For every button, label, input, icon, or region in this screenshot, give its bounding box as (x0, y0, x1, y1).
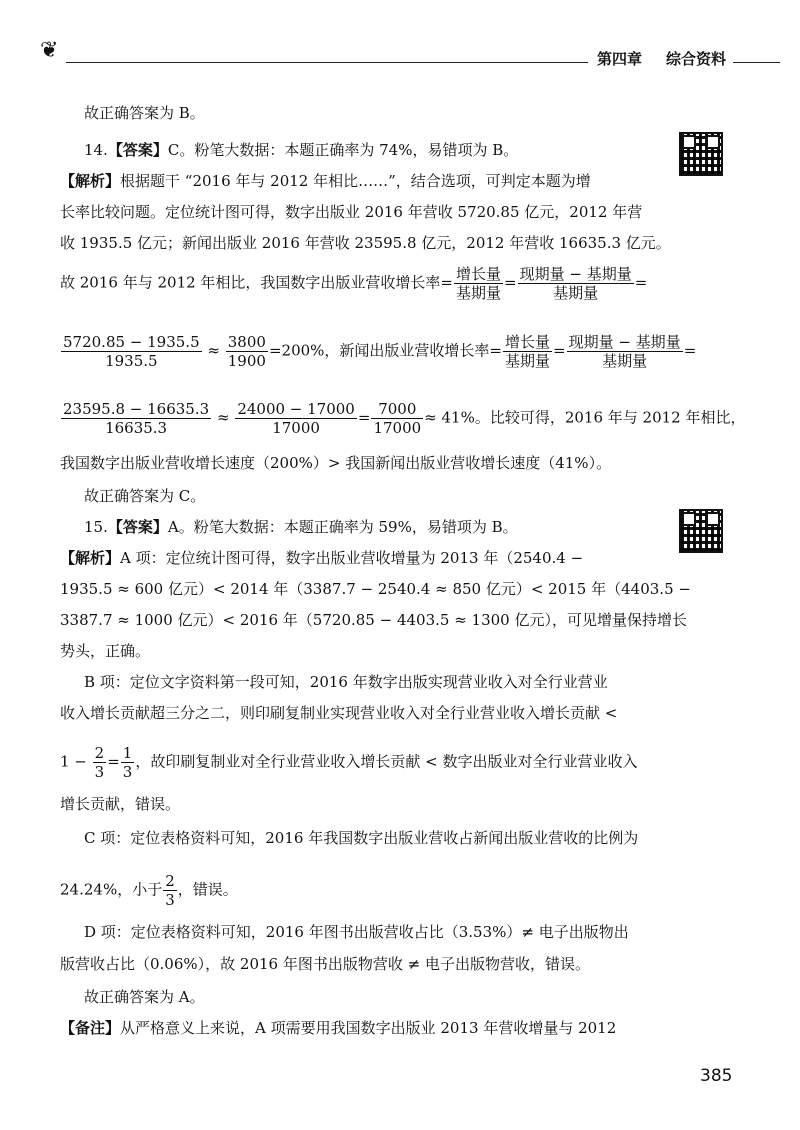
leaf-icon: ❦ (40, 38, 59, 63)
q15-option-b-text-3: ，故印刷复制业对全行业营业收入增长贡献 < 数字出版业对全行业营业收入 (135, 752, 638, 771)
fraction-denominator: 基期量 (456, 284, 502, 302)
equals-sign: = (504, 273, 517, 292)
q14-number: 14. (84, 141, 108, 159)
q15-option-b-line-4: 增长贡献，错误。 (60, 795, 181, 813)
q14-analysis-tag: 【解析】 (60, 172, 121, 190)
fraction-numerator: 23595.8 − 16635.3 (63, 400, 210, 418)
fraction-growth-base (454, 265, 503, 302)
q14-conclusion: 我国数字出版业营收增长速度（200%）> 我国新闻出版业营收增长速度（41%）。 (60, 454, 612, 472)
q15-option-b-line-1: B 项：定位文字资料第一段可知，2016 年数字出版实现营业收入对全行业营业 (84, 673, 608, 691)
fraction-denominator: 17000 (373, 419, 422, 437)
q15-option-b-formula (60, 744, 637, 781)
q15-option-a-line-3: 3387.7 ≈ 1000 亿元）< 2016 年（5720.85 − 4403.5 ≈ 1300 亿元），可见增量保持增长 (60, 611, 687, 629)
fraction-denominator: 1900 (227, 352, 266, 370)
formula-prefix: 故 2016 年与 2012 年相比，我国数字出版业营收增长率= (60, 273, 453, 292)
q15-answer-line (84, 517, 518, 537)
formula-middle-text: =200%，新闻出版业营收增长率= (268, 341, 502, 360)
fraction-numerator: 24000 − 17000 (237, 400, 355, 418)
fraction-two-thirds (163, 872, 177, 909)
qr-code-icon[interactable] (679, 509, 723, 553)
fraction-numerator: 7000 (371, 400, 423, 419)
chapter-label: 第四章 (597, 50, 643, 68)
q15-note-tag: 【备注】 (60, 1019, 121, 1037)
fraction-rounded (235, 400, 357, 437)
approx-sign: ≈ (216, 408, 230, 427)
fraction-denominator: 16635.3 (105, 419, 168, 437)
fraction-one-third (121, 744, 135, 781)
fraction-denominator: 3 (94, 763, 105, 781)
q14-final-answer: 故正确答案为 C。 (84, 487, 206, 505)
fraction-numerator: 3800 (227, 333, 266, 351)
fraction-denominator: 1935.5 (105, 352, 158, 370)
fraction-denominator: 基期量 (504, 352, 550, 370)
q15-analysis-line-1 (60, 548, 583, 568)
fraction-digital-growth (61, 333, 202, 370)
fraction-two-thirds (93, 744, 107, 781)
q14-formula-line-2 (60, 333, 696, 370)
answer-line-13: 故正确答案为 B。 (84, 104, 205, 122)
fraction-numerator: 2 (165, 872, 175, 890)
q15-option-a-line-2: 1935.5 ≈ 600 亿元）< 2014 年（3387.7 − 2540.4 ≈ 850 亿元）< 2015 年（4403.5 − (60, 580, 691, 598)
q15-option-b-line-2: 收入增长贡献超三分之二，则印刷复制业实现营业收入对全行业营业收入增长贡献 < (60, 704, 618, 722)
fraction-numerator: 现期量 − 基期量 (568, 333, 681, 351)
fraction-denominator: 3 (165, 891, 175, 909)
fraction-denominator: 3 (122, 763, 133, 781)
formula-prefix: 1 − (60, 752, 87, 771)
equals-sign: = (553, 341, 566, 360)
header-rule-left (66, 62, 588, 63)
q14-formula-line-3 (60, 400, 746, 437)
q15-option-d-line-2: 版营收占比（0.06%），故 2016 年图书出版物营收 ≠ 电子出版物营收，错误。 (60, 955, 590, 973)
q14-formula-line-1 (60, 265, 647, 302)
fraction-simplified (371, 400, 423, 437)
fraction-rounded (226, 333, 268, 370)
fraction-numerator: 1 (122, 744, 133, 762)
q15-option-c-line-1: C 项：定位表格资料可知，2016 年我国数字出版业营收占新闻出版业营收的比例为 (84, 829, 639, 847)
q15-answer-tag: 【答案】 (107, 518, 168, 536)
equals-sign: = (357, 408, 371, 427)
q14-analysis-line-2: 长率比较问题。定位统计图可得，数字出版业 2016 年营收 5720.85 亿元，2012 年营 (60, 203, 643, 221)
equals-sign: = (634, 273, 648, 292)
fraction-denominator: 17000 (272, 419, 320, 437)
fraction-growth-base (503, 333, 552, 370)
q15-option-c-line-2 (60, 872, 238, 909)
approx-sign: ≈ (207, 341, 220, 360)
q15-final-answer: 故正确答案为 A。 (84, 988, 205, 1006)
fraction-denominator: 基期量 (553, 284, 599, 302)
equals-sign: = (683, 341, 697, 360)
fraction-numerator: 增长量 (504, 333, 550, 351)
fraction-denominator: 基期量 (602, 352, 648, 370)
fraction-current-minus-base (567, 333, 683, 370)
q15-option-a-line-4: 势头，正确。 (60, 642, 151, 660)
q14-analysis-line-3: 收 1935.5 亿元；新闻出版业 2016 年营收 23595.8 亿元，2012 年营收 16635.3 亿元。 (60, 234, 671, 252)
fraction-current-minus-base (518, 265, 634, 302)
fraction-numerator: 5720.85 − 1935.5 (63, 333, 200, 351)
q15-number: 15. (84, 518, 108, 536)
fraction-numerator: 现期量 − 基期量 (519, 265, 632, 283)
fraction-news-growth (61, 400, 211, 437)
q14-answer-tag: 【答案】 (107, 141, 168, 159)
q14-answer-line (84, 140, 518, 160)
q14-analysis-line-1 (60, 171, 591, 191)
fraction-numerator: 增长量 (456, 265, 502, 283)
q14-answer-text: C。粉笔大数据：本题正确率为 74%，易错项为 B。 (167, 141, 519, 159)
section-label: 综合资料 (666, 50, 727, 68)
q15-option-d-line-1: D 项：定位表格资料可知，2016 年图书出版营收占比（3.53%）≠ 电子出版物出 (84, 923, 629, 941)
q15-option-c-text-post: ，错误。 (177, 880, 238, 899)
fraction-numerator: 2 (94, 744, 105, 762)
q14-analysis-text-1: 根据题干 “2016 年与 2012 年相比……”，结合选项，可判定本题为增 (120, 172, 591, 190)
page-number: 385 (700, 1066, 733, 1086)
equals-sign: = (107, 752, 120, 771)
qr-code-icon[interactable] (679, 132, 723, 176)
q15-option-a-text-1: A 项：定位统计图可得，数字出版业营收增量为 2013 年（2540.4 − (120, 549, 584, 567)
q15-note-text: 从严格意义上来说，A 项需要用我国数字出版业 2013 年营收增量与 2012 (120, 1019, 617, 1037)
q15-answer-text: A。粉笔大数据：本题正确率为 59%，易错项为 B。 (167, 518, 518, 536)
q15-option-c-text-pre: 24.24%，小于 (60, 880, 163, 899)
formula-tail-text: ≈ 41%。比较可得，2016 年与 2012 年相比， (424, 408, 746, 427)
q15-analysis-tag: 【解析】 (60, 549, 121, 567)
page-header (0, 0, 800, 80)
header-rule-right (733, 62, 780, 63)
q15-note-line (60, 1018, 616, 1038)
